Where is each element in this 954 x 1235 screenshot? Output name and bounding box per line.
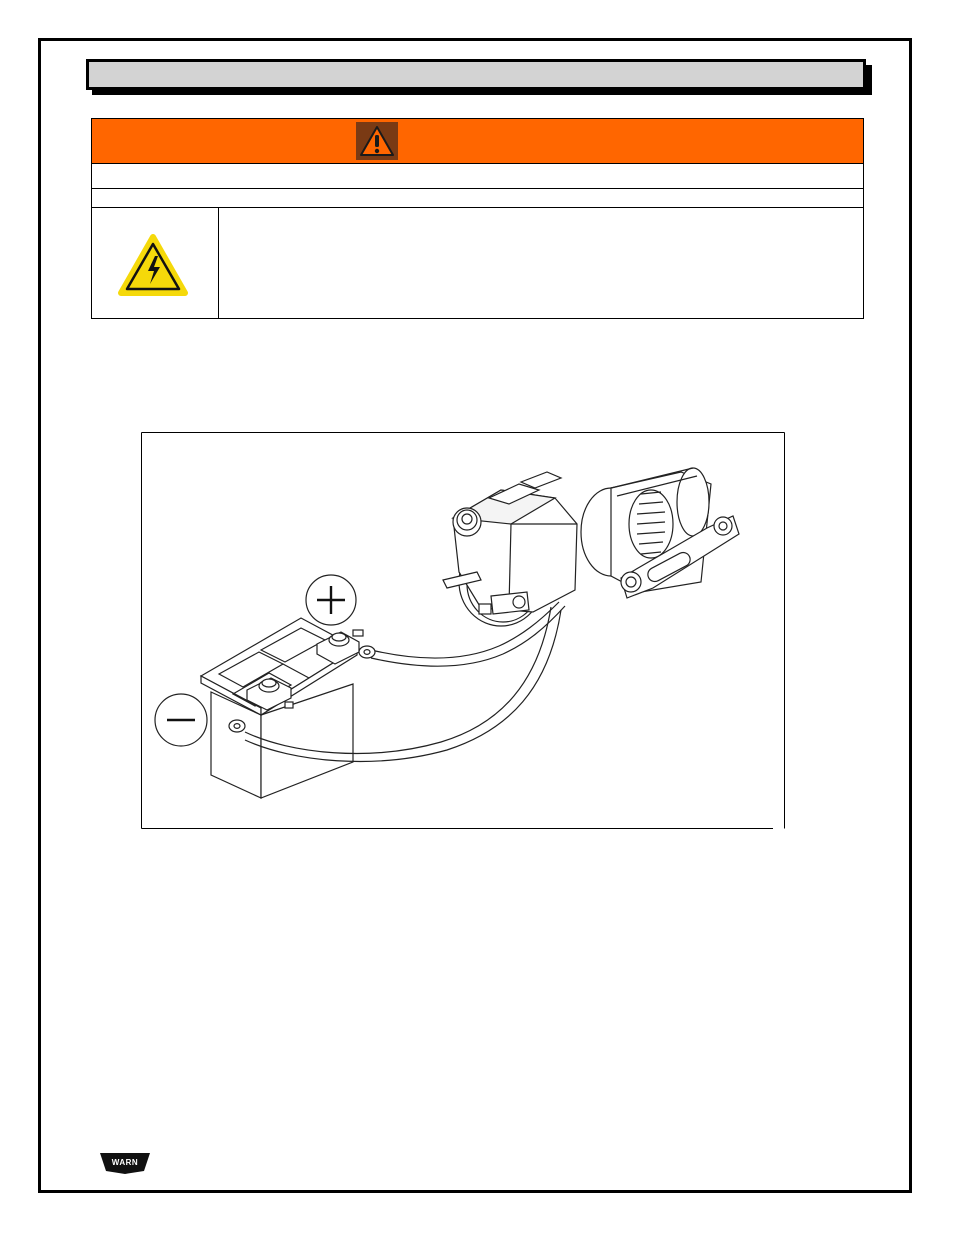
warn-logo <box>98 1151 152 1175</box>
warning-signal-word-row <box>92 164 863 189</box>
winch <box>443 468 739 626</box>
electrical-hazard-icon <box>118 234 188 298</box>
logo-text: WARN <box>111 1158 139 1167</box>
battery-wiring-figure <box>141 432 785 829</box>
negative-terminal-icon <box>155 694 207 746</box>
positive-terminal-icon <box>306 575 356 625</box>
warning-body <box>92 208 863 318</box>
warning-subtitle-row <box>92 189 863 208</box>
warning-text-cell <box>219 208 863 318</box>
warning-header <box>92 119 863 164</box>
warning-table <box>91 118 864 319</box>
warn-logo-badge <box>98 1151 152 1175</box>
warning-icon-cell <box>92 208 219 318</box>
exclamation-warning-icon <box>356 122 398 160</box>
section-title-bar <box>86 59 866 90</box>
